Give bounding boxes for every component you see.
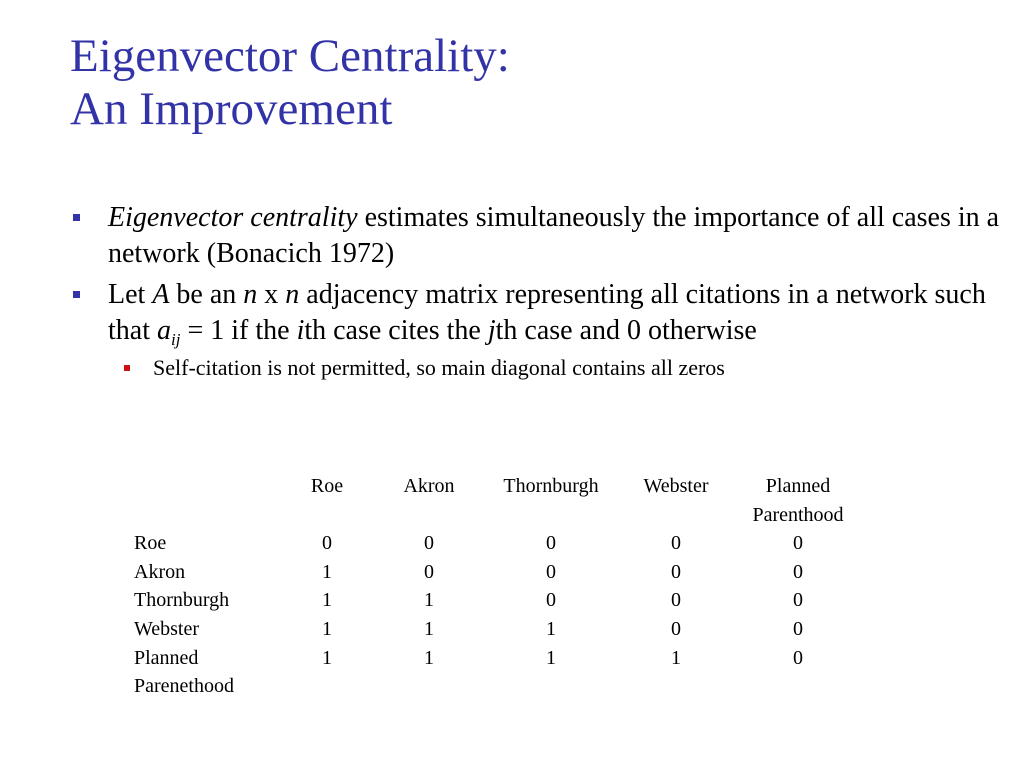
var-i: i [296,315,305,346]
bullet-text: estimates simultaneously the importance of all cases in a network (Bonacich 1972) [108,202,1000,269]
table-cell: 0 [546,532,556,555]
table-cell: 0 [793,532,803,555]
column-header-line: Planned [765,475,831,497]
bullet-eigenvector-definition [70,200,1000,272]
text-fragment: th case and 0 otherwise [495,315,757,346]
text-fragment: = 1 if the [180,315,297,346]
table-cell: 1 [424,589,434,612]
table-row [134,558,858,587]
empty-cell [284,672,370,701]
table-row [134,529,858,558]
bullet-adjacency-matrix [70,277,1000,349]
adjacency-matrix-table [134,472,858,701]
table-cell: 1 [322,617,332,640]
table-cell: 0 [793,646,803,669]
table-cell: 0 [671,589,681,612]
row-label: Webster [134,617,200,640]
var-A: A [152,279,170,310]
table-cell: 0 [793,560,803,583]
row-label: Planned [134,646,199,669]
table-cell: 1 [322,560,332,583]
table-row [134,615,858,644]
empty-cell [614,672,738,701]
sub-bullet-self-citation [70,354,1000,382]
text-fragment: be an [169,279,244,310]
table-cell: 1 [322,589,332,612]
square-bullet-icon [73,291,80,298]
table-cell: 0 [546,560,556,583]
text-fragment: th case cites the [304,315,488,346]
table-cell: 1 [546,646,556,669]
table-row [134,644,858,673]
row-label: Roe [134,532,167,555]
var-a: a [157,315,171,346]
var-j: j [487,315,496,346]
table-cell: 0 [671,560,681,583]
table-row [134,586,858,615]
corner-cell [134,472,284,529]
sub-bullet-text: Self-citation is not permitted, so main diagonal contains all zeros [153,355,725,380]
row-label: Thornburgh [134,589,230,612]
title-line-2: An Improvement [70,83,393,135]
table-cell: 0 [793,589,803,612]
table-cell: 1 [322,646,332,669]
table-cell: 1 [424,617,434,640]
empty-cell [738,672,858,701]
column-header-line: Parenthood [752,503,844,526]
text-fragment: adjacency matrix representing all citations in a network such that [108,279,986,346]
table-cell: 0 [424,560,434,583]
column-header: Webster [643,475,709,497]
table-header-row [134,472,858,529]
column-header-planned-parenthood [738,472,858,529]
table-cell: 1 [671,646,681,669]
table-cell: 0 [322,532,332,555]
slide-title [70,30,510,136]
table-cell: 0 [546,589,556,612]
column-header: Roe [310,475,344,497]
table-cell: 0 [793,617,803,640]
column-header: Akron [403,475,455,497]
column-header: Thornburgh [503,475,599,497]
table-cell: 1 [546,617,556,640]
empty-cell [488,672,614,701]
table-cell: 0 [671,617,681,640]
var-n: n [243,279,258,310]
var-n: n [285,279,300,310]
square-bullet-icon [73,214,80,221]
table-cell: 0 [671,532,681,555]
table-cell: 0 [424,532,434,555]
empty-cell [370,672,488,701]
subscript-ij: ij [171,330,181,349]
table-cell: 1 [424,646,434,669]
bullet-list [70,200,1000,382]
square-bullet-icon [124,365,130,371]
title-line-1: Eigenvector Centrality: [70,30,510,82]
text-fragment: Let [108,279,153,310]
table-row [134,672,858,701]
row-label-continuation: Parenethood [134,675,234,698]
term-eigenvector-centrality: Eigenvector centrality [108,202,358,233]
text-fragment: x [257,279,286,310]
row-label: Akron [134,560,186,583]
